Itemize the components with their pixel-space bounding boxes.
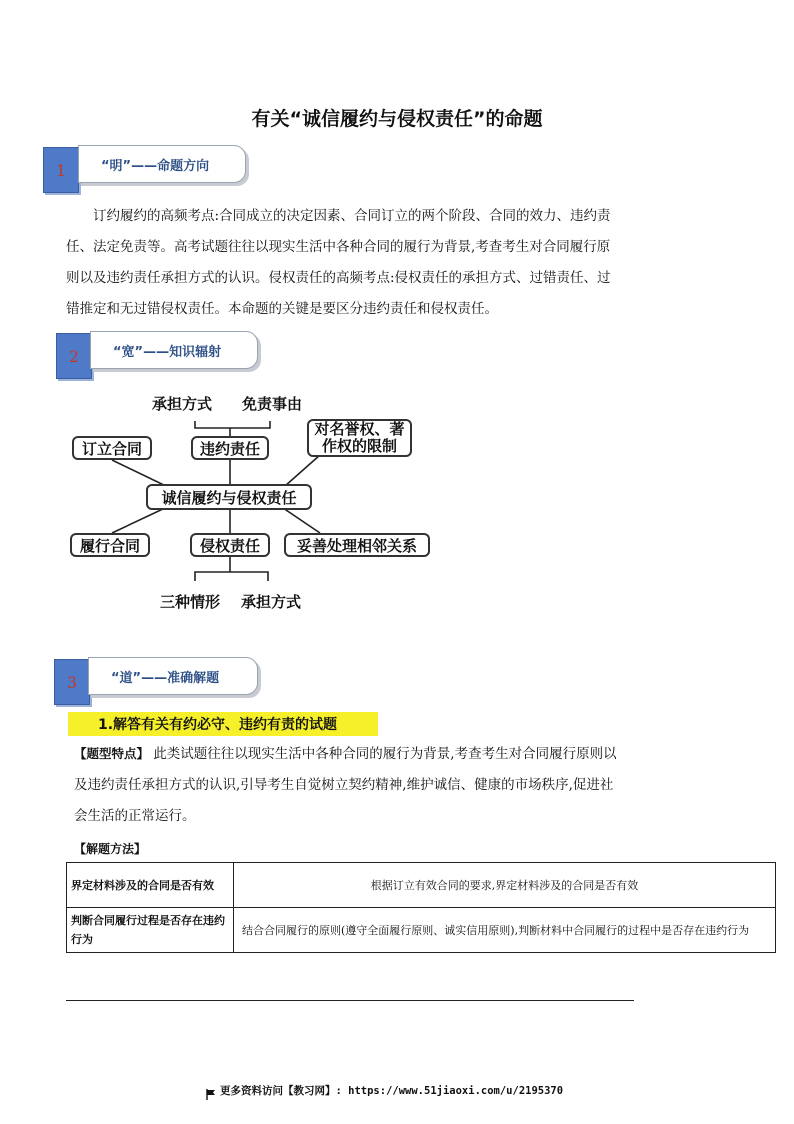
intro-line: 错推定和无过错侵权责任。本命题的关键是要区分违约责任和侵权责任。 <box>66 301 498 317</box>
section-3-number: 3 <box>54 659 90 705</box>
method-table <box>66 862 776 953</box>
footer-link[interactable]: 更多资料访问【教习网】: https://www.51jiaoxi.com/u/2195370 <box>220 1085 564 1097</box>
line-perform-center <box>112 508 165 533</box>
section-3-label: “道”——准确解题 <box>88 657 258 695</box>
mindmap-top-right-text: 免责事由 <box>242 395 303 413</box>
section-2-number: 2 <box>56 333 92 379</box>
mindmap-node-neighbor: 妥善处理相邻关系 <box>284 533 430 557</box>
intro-line: 订约履约的高频考点:合同成立的决定因素、合同订立的两个阶段、合同的效力、违约责 <box>93 208 611 224</box>
bottom-bracket <box>195 572 268 581</box>
feature-tag: 【题型特点】 <box>74 746 150 761</box>
feature-line: 会生活的正常运行。 <box>74 808 196 824</box>
mindmap-rights-line1: 对名誉权、著 <box>314 420 405 438</box>
table-row <box>67 863 776 908</box>
line-rights-center <box>285 455 320 486</box>
footer <box>206 1083 563 1098</box>
intro-line: 任、法定免责等。高考试题往往以现实生活中各种合同的履行为背景,考查考生对合同履行原 <box>66 239 611 255</box>
mindmap-node-perform: 履行合同 <box>70 533 150 557</box>
section-2-label: “宽”——知识辐射 <box>90 331 258 369</box>
section-1-number: 1 <box>43 147 79 193</box>
page-title: 有关“诚信履约与侵权责任”的命题 <box>251 108 543 130</box>
mindmap-node-center: 诚信履约与侵权责任 <box>146 484 312 510</box>
table-cell-left: 判断合同履行过程是否存在违约行为 <box>67 908 234 953</box>
flag-icon <box>206 1085 216 1096</box>
mindmap-node-breach: 违约责任 <box>191 436 269 460</box>
method-tag: 【解题方法】 <box>74 842 147 856</box>
divider <box>66 1000 634 1001</box>
table-cell-right: 结合合同履行的原则(遵守全面履行原则、诚实信用原则),判断材料中合同履行的过程中是否存在违约行为 <box>234 908 776 953</box>
table-row <box>67 908 776 953</box>
mindmap-node-rights <box>307 419 412 457</box>
intro-line: 则以及违约责任承担方式的认识。侵权责任的高频考点:侵权责任的承担方式、过错责任、过 <box>66 270 611 286</box>
mindmap-top-left-text: 承担方式 <box>152 395 213 413</box>
feature-line: 及违约责任承担方式的认识,引导考生自觉树立契约精神,维护诚信、健康的市场秩序,促进社 <box>74 777 614 793</box>
mindmap-node-sign: 订立合同 <box>72 436 152 460</box>
section-1-label: “明”——命题方向 <box>78 145 246 183</box>
table-cell-left: 界定材料涉及的合同是否有效 <box>67 863 234 908</box>
question-heading: 1.解答有关有约必守、违约有责的试题 <box>68 712 378 736</box>
mindmap-node-tort: 侵权责任 <box>190 533 270 557</box>
mindmap-bottom-right-text: 承担方式 <box>241 593 302 611</box>
table-cell-right: 根据订立有效合同的要求,界定材料涉及的合同是否有效 <box>234 863 776 908</box>
mindmap-bottom-left-text: 三种情形 <box>160 593 221 611</box>
line-sign-center <box>112 460 168 487</box>
feature-line: 此类试题往往以现实生活中各种合同的履行为背景,考查考生对合同履行原则以 <box>153 746 617 762</box>
line-neighbor-center <box>283 508 320 533</box>
feature-paragraph <box>74 738 722 832</box>
mindmap-rights-line2: 作权的限制 <box>321 437 397 455</box>
top-bracket <box>195 421 270 428</box>
